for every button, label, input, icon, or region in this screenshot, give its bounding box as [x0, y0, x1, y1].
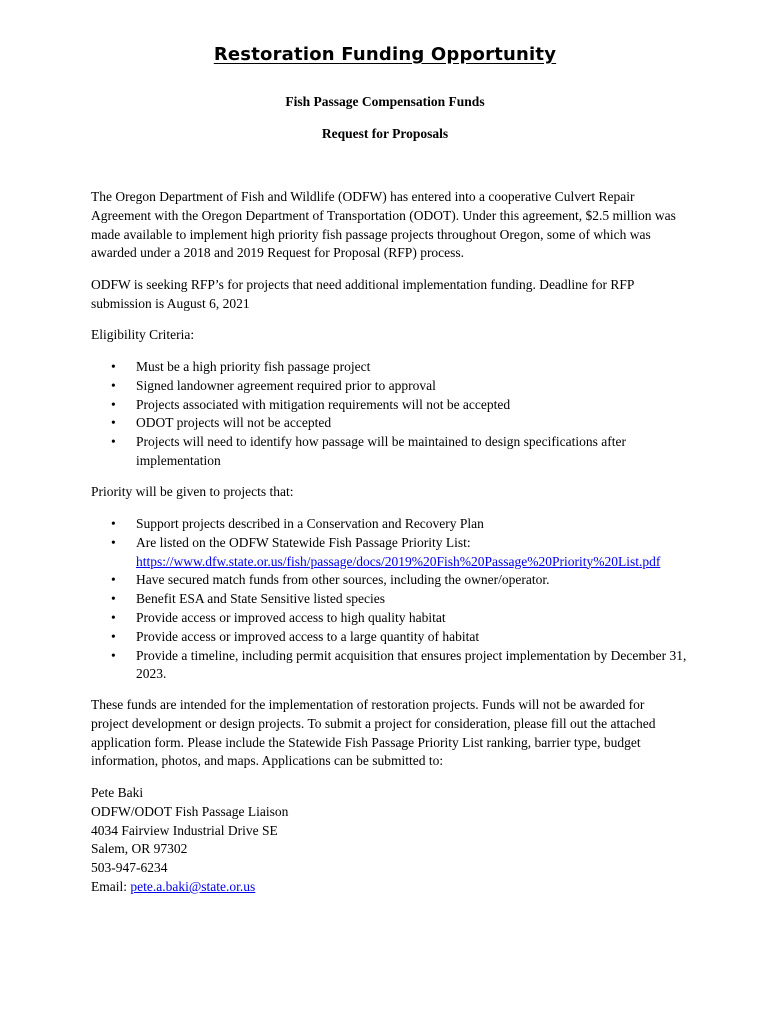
- intro-paragraph: The Oregon Department of Fish and Wildlife (ODFW) has entered into a cooperative Culvert Repair Agreement with the Oregon Department of Transportation (ODOT). Under this agreement, $2.5 million was made available to implement high priority fish passage projects throughout Oregon, some of which was awarded under a 2018 and 2019 Request for Proposal (RFP) process.: [91, 189, 676, 261]
- seeking-paragraph: ODFW is seeking RFP’s for projects that need additional implementation funding. Deadline for RFP submission is August 6, 2021: [91, 277, 634, 311]
- bullet-icon: •: [111, 415, 116, 431]
- list-item: • Support projects described in a Conservation and Recovery Plan: [91, 515, 691, 534]
- subtitle-rfp: Request for Proposals: [321, 126, 449, 141]
- email-label: Email:: [91, 878, 131, 894]
- list-item: • Signed landowner agreement required prior to approval: [91, 377, 691, 396]
- bullet-icon: •: [111, 434, 116, 450]
- contact-email-line: [91, 878, 691, 897]
- contact-name: Pete Baki: [91, 785, 144, 800]
- bullet-icon: •: [111, 609, 116, 625]
- contact-address-line2: Salem, OR 97302: [91, 841, 188, 857]
- contact-role: ODFW/ODOT Fish Passage Liaison: [91, 803, 289, 819]
- bullet-icon: •: [111, 396, 116, 412]
- list-item: • Benefit ESA and State Sensitive listed species: [91, 590, 691, 609]
- priority-heading: Priority will be given to projects that:: [91, 484, 294, 499]
- priority-list-link[interactable]: https://www.dfw.state.or.us/fish/passage/docs/2019%20Fish%20Passage%20Priority%20List.pdf: [136, 553, 661, 569]
- priority-list: [91, 515, 691, 684]
- email-link[interactable]: pete.a.baki@state.or.us: [130, 878, 256, 894]
- list-item: • Must be a high priority fish passage project: [91, 358, 691, 377]
- contact-phone: 503-947-6234: [91, 860, 168, 876]
- list-item: • Provide access or improved access to high quality habitat: [91, 609, 691, 628]
- subtitle-fund-name: Fish Passage Compensation Funds: [285, 94, 485, 109]
- list-item: • Provide access or improved access to a large quantity of habitat: [91, 628, 691, 647]
- page-title: Restoration Funding Opportunity: [213, 44, 557, 65]
- list-item: • Have secured match funds from other sources, including the owner/operator.: [91, 571, 691, 590]
- bullet-icon: •: [111, 572, 116, 588]
- bullet-icon: •: [111, 377, 116, 393]
- list-item: • Are listed on the ODFW Statewide Fish Passage Priority List: https://www.dfw.state.or.us/fish/passage/docs/2019%20Fish%20Passage%20Priority%20List.pdf: [111, 534, 661, 569]
- list-item: • Projects will need to identify how passage will be maintained to design specifications after implementation: [111, 434, 626, 468]
- eligibility-list: [91, 358, 691, 471]
- list-item: • Provide a timeline, including permit acquisition that ensures project implementation by December 31, 2023.: [111, 647, 687, 682]
- bullet-icon: •: [111, 628, 116, 644]
- closing-paragraph: These funds are intended for the implementation of restoration projects. Funds will not be awarded for project development or design projects. To submit a project for consideration, please fill out the attached application form. Please include the Statewide Fish Passage Priority List ranking, barrier type, budget information, photos, and maps. Applications can be submitted to:: [91, 697, 656, 769]
- bullet-icon: •: [111, 591, 116, 607]
- bullet-icon: •: [111, 359, 116, 374]
- contact-address-line1: 4034 Fairview Industrial Drive SE: [91, 822, 278, 838]
- list-item: • Projects associated with mitigation requirements will not be accepted: [91, 396, 691, 415]
- bullet-icon: •: [111, 516, 116, 531]
- bullet-icon: •: [111, 534, 116, 550]
- contact-block: [91, 784, 691, 897]
- eligibility-heading: Eligibility Criteria:: [91, 327, 195, 342]
- bullet-icon: •: [111, 647, 116, 663]
- list-item: • ODOT projects will not be accepted: [91, 414, 691, 433]
